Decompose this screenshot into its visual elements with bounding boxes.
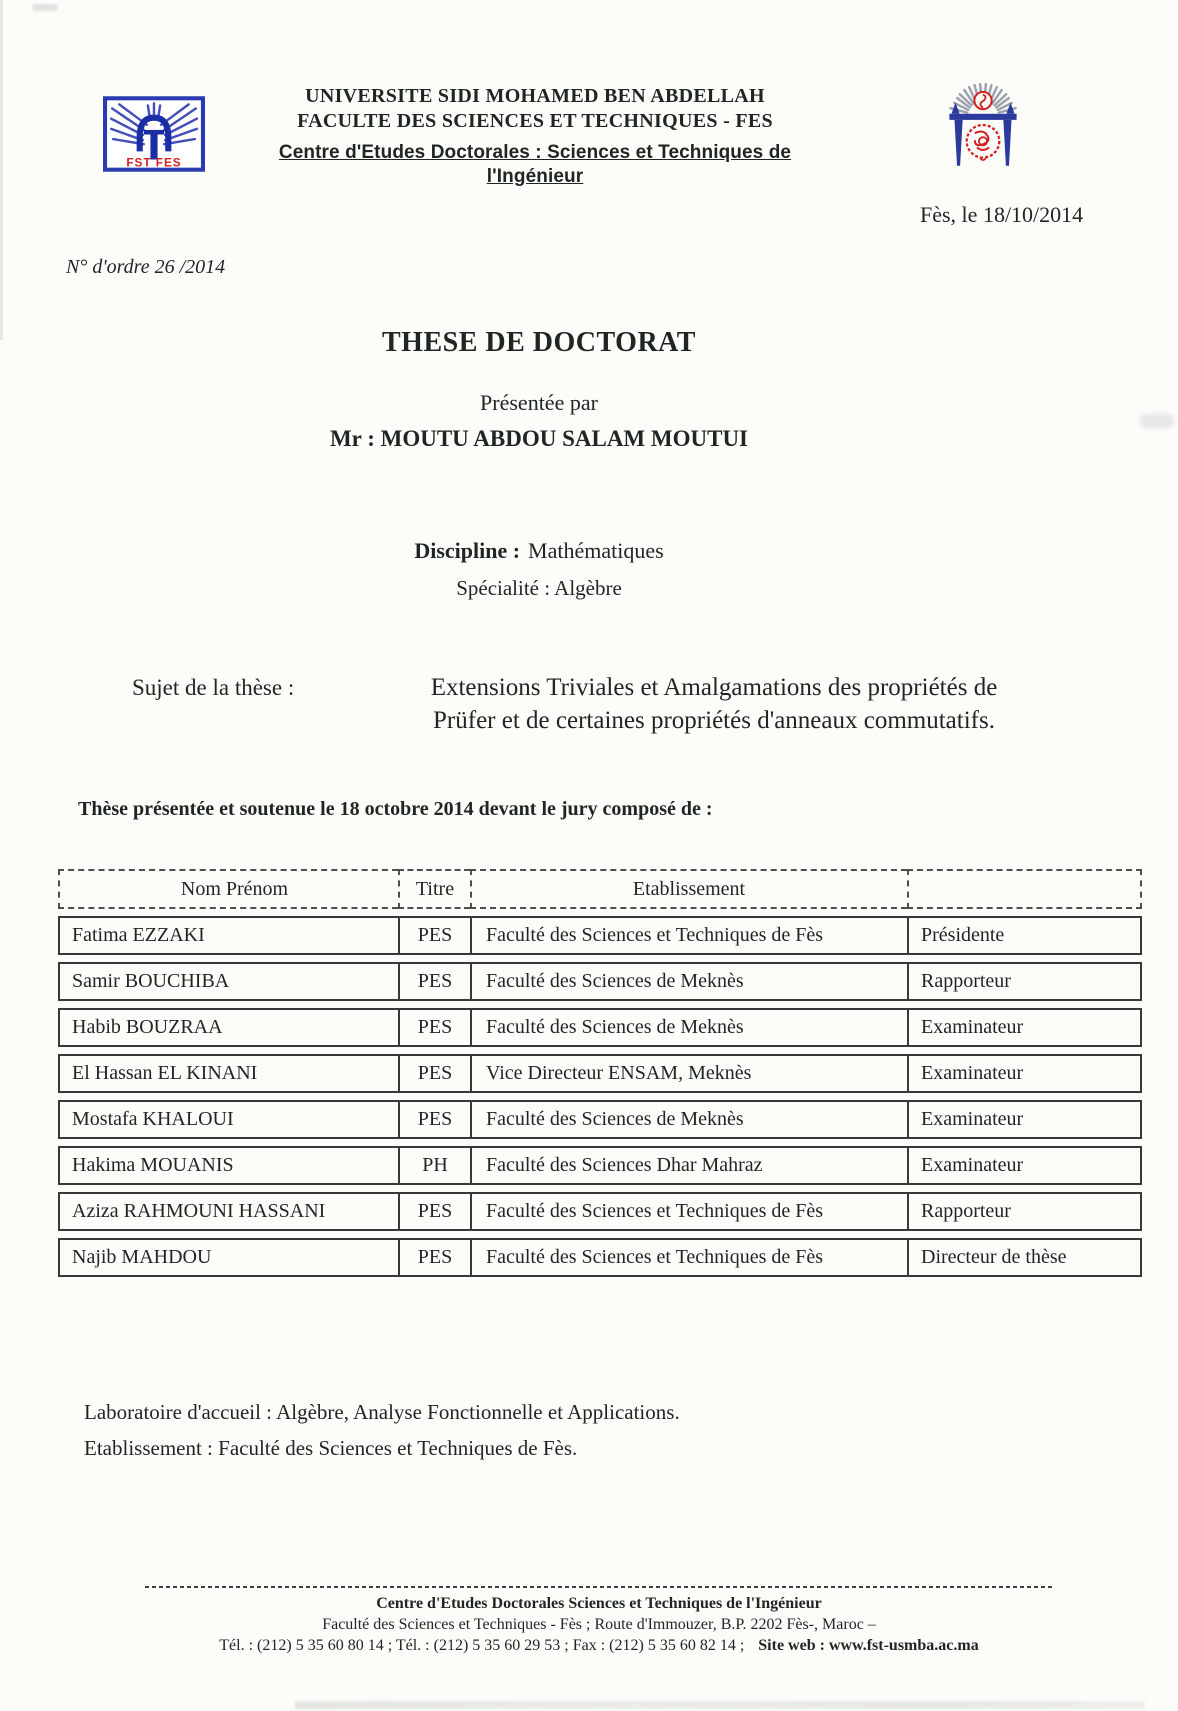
jury-member-name: Mostafa KHALOUI: [58, 1100, 398, 1139]
host-institution-line: Etablissement : Faculté des Sciences et Techniques de Fès.: [84, 1436, 578, 1460]
jury-member-title: PES: [398, 916, 470, 955]
column-header-institution: Etablissement: [470, 869, 907, 909]
jury-table-header-row: [58, 869, 1142, 909]
jury-member-title: PES: [398, 1054, 470, 1093]
jury-member-title: PES: [398, 1238, 470, 1277]
jury-member-title: PH: [398, 1146, 470, 1185]
scan-artifact: [32, 4, 58, 11]
jury-row: [58, 1238, 1142, 1277]
order-number: N° d'ordre 26 /2014: [66, 256, 226, 278]
jury-row: [58, 962, 1142, 1001]
jury-member-institution: Faculté des Sciences et Techniques de Fès: [470, 916, 907, 955]
jury-member-name: Hakima MOUANIS: [58, 1146, 398, 1185]
jury-member-role: Présidente: [907, 916, 1142, 955]
jury-member-role: Examinateur: [907, 1054, 1142, 1093]
specialty-line: Spécialité : Algèbre: [456, 576, 622, 600]
jury-member-name: Aziza RAHMOUNI HASSANI: [58, 1192, 398, 1231]
jury-row: [58, 1146, 1142, 1185]
fst-fes-logo-icon: [103, 96, 205, 172]
jury-member-institution: Faculté des Sciences et Techniques de Fès: [470, 1238, 907, 1277]
footer: [145, 1593, 1053, 1656]
jury-row: [58, 1008, 1142, 1047]
jury-member-institution: Faculté des Sciences et Techniques de Fès: [470, 1192, 907, 1231]
jury-row: [58, 1100, 1142, 1139]
footer-center-name: Centre d'Etudes Doctorales Sciences et Techniques de l'Ingénieur: [376, 1595, 822, 1612]
letterhead: [230, 84, 840, 189]
scan-artifact: [1140, 414, 1174, 428]
footer-address: Faculté des Sciences et Techniques - Fès ; Route d'Immouzer, B.P. 2202 Fès-, Maroc –: [322, 1616, 876, 1633]
scan-artifact: [0, 0, 3, 340]
scan-artifact: [295, 1701, 1145, 1709]
discipline-label: Discipline :: [414, 538, 521, 563]
thesis-subject-line1: Extensions Triviales et Amalgamations des propriétés de: [430, 674, 998, 701]
jury-row: [58, 916, 1142, 955]
discipline-line: [0, 538, 1078, 564]
jury-member-institution: Faculté des Sciences de Meknès: [470, 1008, 907, 1047]
jury-member-role: Examinateur: [907, 1008, 1142, 1047]
jury-row: [58, 1192, 1142, 1231]
jury-member-name: Fatima EZZAKI: [58, 916, 398, 955]
author-name: Mr : MOUTU ABDOU SALAM MOUTUI: [329, 426, 749, 451]
jury-member-title: PES: [398, 962, 470, 1001]
thesis-subject: [348, 671, 1080, 737]
jury-member-institution: Faculté des Sciences Dhar Mahraz: [470, 1146, 907, 1185]
footer-contacts: [145, 1635, 1053, 1656]
university-name: UNIVERSITE SIDI MOHAMED BEN ABDELLAH: [305, 85, 765, 107]
jury-member-role: Examinateur: [907, 1100, 1142, 1139]
subject-label: Sujet de la thèse :: [132, 675, 295, 700]
thesis-subject-line2: Prüfer et de certaines propriétés d'anneaux commutatifs.: [433, 707, 995, 734]
jury-member-name: Najib MAHDOU: [58, 1238, 398, 1277]
footer-phone-fax: Tél. : (212) 5 35 60 80 14 ; Tél. : (212) 5 35 60 29 53 ; Fax : (212) 5 35 60 82 14 ;: [219, 1637, 745, 1654]
jury-table: [58, 862, 1142, 1284]
footer-website: Site web : www.fst-usmba.ac.ma: [758, 1637, 979, 1654]
usmba-emblem-icon: [946, 70, 1020, 182]
column-header-name: Nom Prénom: [58, 869, 398, 909]
presented-by-label: Présentée par: [480, 390, 598, 415]
jury-member-name: El Hassan EL KINANI: [58, 1054, 398, 1093]
document-title: THESE DE DOCTORAT: [382, 327, 696, 358]
faculty-name: FACULTE DES SCIENCES ET TECHNIQUES - FES: [297, 110, 773, 132]
date-place-line: Fès, le 18/10/2014: [920, 202, 1084, 227]
jury-member-role: Rapporteur: [907, 962, 1142, 1001]
jury-member-name: Habib BOUZRAA: [58, 1008, 398, 1047]
logo-caption: FST FES: [126, 156, 182, 170]
jury-member-name: Samir BOUCHIBA: [58, 962, 398, 1001]
jury-row: [58, 1054, 1142, 1093]
jury-member-title: PES: [398, 1100, 470, 1139]
jury-member-role: Directeur de thèse: [907, 1238, 1142, 1277]
discipline-value: Mathématiques: [528, 538, 664, 563]
jury-member-institution: Vice Directeur ENSAM, Meknès: [470, 1054, 907, 1093]
host-laboratory-line: Laboratoire d'accueil : Algèbre, Analyse Fonctionnelle et Applications.: [84, 1400, 680, 1424]
jury-member-role: Examinateur: [907, 1146, 1142, 1185]
footer-divider: [145, 1586, 1053, 1588]
jury-intro-line: Thèse présentée et soutenue le 18 octobre 2014 devant le jury composé de :: [78, 798, 713, 820]
column-header-title: Titre: [398, 869, 470, 909]
jury-member-title: PES: [398, 1008, 470, 1047]
jury-member-title: PES: [398, 1192, 470, 1231]
jury-member-institution: Faculté des Sciences de Meknès: [470, 962, 907, 1001]
jury-member-institution: Faculté des Sciences de Meknès: [470, 1100, 907, 1139]
column-header-role: [907, 869, 1142, 909]
jury-member-role: Rapporteur: [907, 1192, 1142, 1231]
doctoral-center-name: Centre d'Etudes Doctorales : Sciences et Techniques de l'Ingénieur: [278, 142, 792, 187]
